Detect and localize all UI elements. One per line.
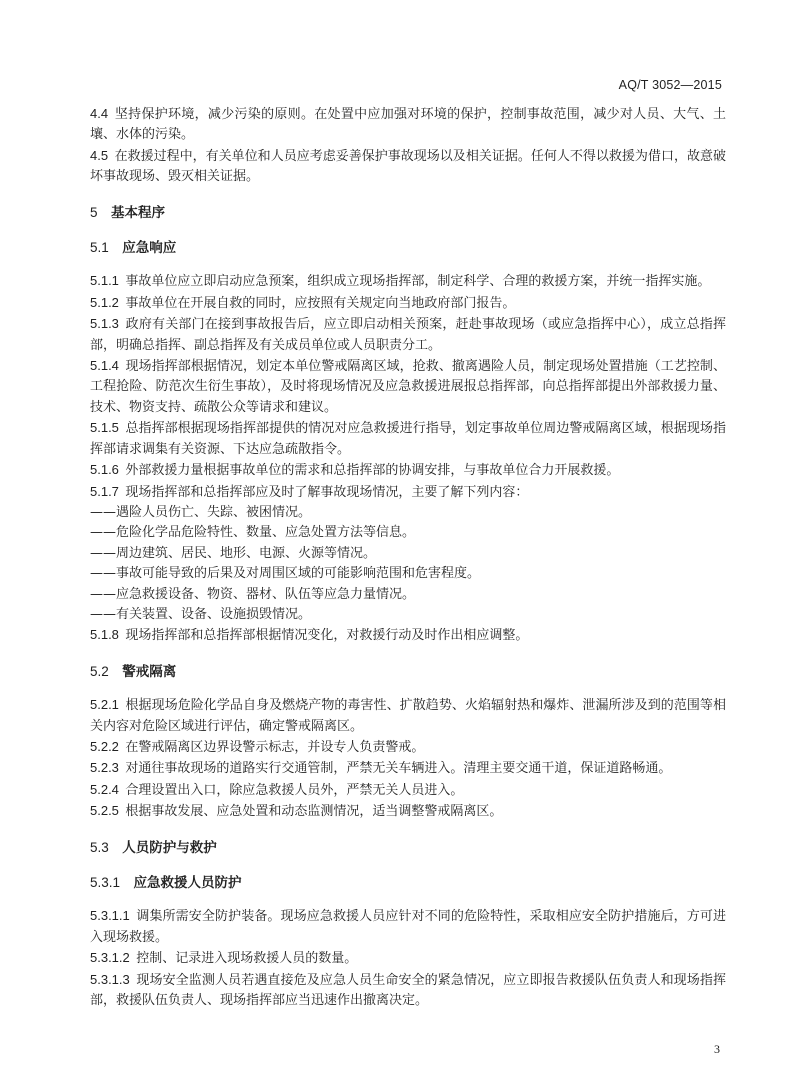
clause-5-2-1: 5.2.1 根据现场危险化学品自身及燃烧产物的毒害性、扩散趋势、火焰辐射热和爆炸、泄漏所涉及到的范围等相关内容对危险区域进行评估，确定警戒隔离区。 — [90, 697, 726, 734]
clause-4-4: 4.4 坚持保护环境，减少污染的原则。在处置中应加强对环境的保护，控制事故范围，减少对人员、大气、土壤、水体的污染。 — [90, 106, 726, 143]
clause-5-1-1: 5.1.1 事故单位应立即启动应急预案，组织成立现场指挥部，制定科学、合理的救援方案，并统一指挥实施。 — [90, 273, 711, 290]
clause-5-3-1-3: 5.3.1.3 现场安全监测人员若遇直接危及应急人员生命安全的紧急情况，应立即报告救援队伍负责人和现场指挥部，救援队伍负责人、现场指挥部应当迅速作出撤离决定。 — [90, 971, 726, 1009]
clause-5-1-4: 5.1.4 现场指挥部根据情况，划定本单位警戒隔离区域，抢救、撤离遇险人员，制定现场处置措施（工艺控制、工程抢险、防范次生衍生事故），及时将现场情况及应急救援进展报总指挥部，向总指挥部提出外部救援力量、技术、物资支持、疏散公众等请求和建议。 — [90, 358, 726, 415]
list-item: ——事故可能导致的后果及对周围区域的可能影响范围和危害程度。 — [90, 566, 481, 582]
list-item: ——周边建筑、居民、地形、电源、火源等情况。 — [90, 545, 377, 561]
page-number: 3 — [714, 1042, 720, 1056]
clause-5-1-3: 5.1.3 政府有关部门在接到事故报告后，应立即启动相关预案，赶赴事故现场（或应急指挥中心），成立总指挥部，明确总指挥、副总指挥及有关成员单位或人员职责分工。 — [90, 316, 726, 353]
clause-5-3-1-1: 5.3.1.1 调集所需安全防护装备。现场应急救援人员应针对不同的危险特性，采取相应安全防护措施后，方可进入现场救援。 — [90, 908, 726, 945]
section-heading-5-1: 5.1 应急响应 — [90, 240, 177, 257]
section-heading-5-3-1: 5.3.1 应急救援人员防护 — [90, 875, 242, 891]
list-item: ——危险化学品危险特性、数量、应急处置方法等信息。 — [90, 525, 416, 541]
list-item: ——遇险人员伤亡、失踪、被困情况。 — [90, 504, 312, 520]
list-item: ——有关装置、设备、设施损毁情况。 — [90, 606, 312, 622]
list-item: ——应急救援设备、物资、器材、队伍等应急力量情况。 — [90, 586, 416, 602]
clause-5-1-8: 5.1.8 现场指挥部和总指挥部根据情况变化，对救援行动及时作出相应调整。 — [90, 627, 529, 644]
document-code: AQ/T 3052—2015 — [618, 78, 722, 92]
clause-5-2-3: 5.2.3 对通往事故现场的道路实行交通管制，严禁无关车辆进入。清理主要交通干道，保证道路畅通。 — [90, 760, 672, 777]
clause-5-1-5: 5.1.5 总指挥部根据现场指挥部提供的情况对应急救援进行指导，划定事故单位周边警戒隔离区域，根据现场指挥部请求调集有关资源、下达应急疏散指令。 — [90, 420, 726, 457]
clause-5-3-1-2: 5.3.1.2 控制、记录进入现场救援人员的数量。 — [90, 950, 358, 967]
clause-5-2-2: 5.2.2 在警戒隔离区边界设警示标志，并设专人负责警戒。 — [90, 738, 425, 755]
clause-5-2-5: 5.2.5 根据事故发展、应急处置和动态监测情况，适当调整警戒隔离区。 — [90, 803, 503, 820]
clause-5-1-7: 5.1.7 现场指挥部和总指挥部应及时了解事故现场情况，主要了解下列内容： — [90, 483, 529, 500]
clause-5-1-6: 5.1.6 外部救援力量根据事故单位的需求和总指挥部的协调安排，与事故单位合力开展救援。 — [90, 462, 620, 479]
document-body — [90, 104, 726, 1011]
clause-4-5: 4.5 在救援过程中，有关单位和人员应考虑妥善保护事故现场以及相关证据。任何人不得以救援为借口，故意破坏事故现场、毁灭相关证据。 — [90, 147, 726, 185]
clause-5-1-2: 5.1.2 事故单位在开展自救的同时，应按照有关规定向当地政府部门报告。 — [90, 294, 516, 311]
clause-5-2-4: 5.2.4 合理设置出入口，除应急救援人员外，严禁无关人员进入。 — [90, 781, 464, 798]
section-heading-5: 5 基本程序 — [90, 204, 166, 221]
section-heading-5-3: 5.3 人员防护与救护 — [90, 839, 217, 856]
section-heading-5-2: 5.2 警戒隔离 — [90, 663, 177, 680]
